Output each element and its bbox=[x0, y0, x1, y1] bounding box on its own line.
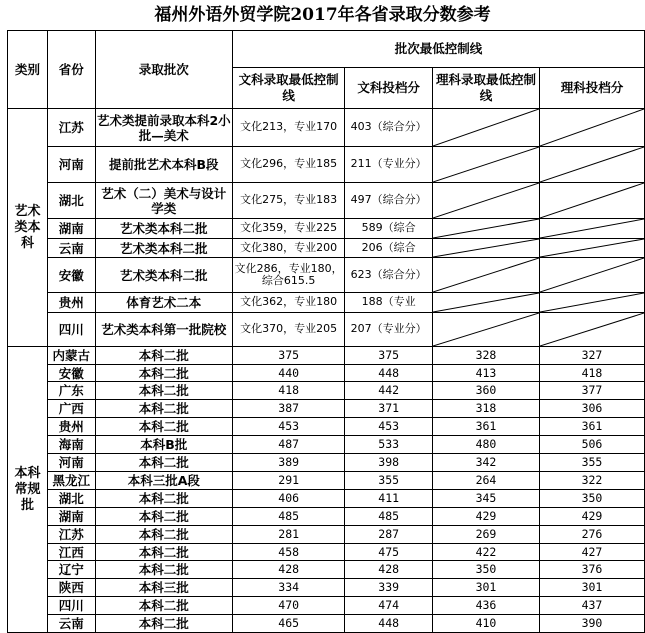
wen-min-cell: 387 bbox=[232, 400, 344, 418]
li-file-cell: 376 bbox=[539, 561, 644, 579]
province-cell: 河南 bbox=[47, 147, 95, 183]
wen-file-cell: 339 bbox=[345, 579, 433, 597]
table-row bbox=[8, 454, 645, 472]
wen-file-cell: 475 bbox=[345, 544, 433, 561]
batch-cell: 本科二批 bbox=[95, 382, 232, 400]
wen-file-cell: 589（综合 bbox=[345, 219, 433, 239]
diagonal-empty-cell bbox=[539, 109, 644, 147]
diagonal-empty-cell bbox=[432, 109, 539, 147]
table-row bbox=[8, 490, 645, 508]
wen-file-cell: 623（综合分） bbox=[345, 258, 433, 293]
batch-cell: 本科三批A段 bbox=[95, 472, 232, 490]
li-min-cell: 350 bbox=[432, 561, 539, 579]
province-cell: 湖北 bbox=[47, 183, 95, 219]
batch-cell: 艺术类本科二批 bbox=[95, 219, 232, 239]
table-row bbox=[8, 258, 645, 293]
wen-min-cell: 485 bbox=[232, 508, 344, 526]
wen-file-cell: 375 bbox=[345, 347, 433, 365]
batch-cell: 艺术类本科第一批院校 bbox=[95, 313, 232, 347]
province-cell: 河南 bbox=[47, 454, 95, 472]
province-cell: 湖南 bbox=[47, 219, 95, 239]
table-row bbox=[8, 400, 645, 418]
diagonal-line bbox=[540, 183, 644, 218]
header-li-file: 理科投档分 bbox=[539, 68, 644, 109]
wen-file-cell: 485 bbox=[345, 508, 433, 526]
li-file-cell: 377 bbox=[539, 382, 644, 400]
li-min-cell: 360 bbox=[432, 382, 539, 400]
wen-min-cell: 文化370，专业205 bbox=[232, 313, 344, 347]
diagonal-empty-cell bbox=[432, 219, 539, 239]
page-title: 福州外语外贸学院2017年各省录取分数参考 bbox=[154, 5, 491, 25]
batch-cell: 本科二批 bbox=[95, 418, 232, 436]
li-file-cell: 418 bbox=[539, 365, 644, 382]
wen-file-cell: 442 bbox=[345, 382, 433, 400]
table-row bbox=[8, 313, 645, 347]
wen-min-cell: 389 bbox=[232, 454, 344, 472]
diagonal-empty-cell bbox=[539, 293, 644, 313]
province-cell: 四川 bbox=[47, 597, 95, 615]
wen-min-cell: 487 bbox=[232, 436, 344, 454]
province-cell: 陕西 bbox=[47, 579, 95, 597]
wen-file-cell: 188（专业 bbox=[345, 293, 433, 313]
category-cell-regular: 本科常规批 bbox=[8, 347, 48, 633]
li-file-cell: 437 bbox=[539, 597, 644, 615]
li-min-cell: 436 bbox=[432, 597, 539, 615]
diagonal-empty-cell bbox=[432, 239, 539, 258]
batch-cell: 本科二批 bbox=[95, 508, 232, 526]
diagonal-line bbox=[540, 313, 644, 346]
diagonal-line bbox=[433, 109, 539, 146]
table-row bbox=[8, 544, 645, 561]
table-row bbox=[8, 508, 645, 526]
province-cell: 贵州 bbox=[47, 418, 95, 436]
diagonal-empty-cell bbox=[539, 258, 644, 293]
batch-cell: 艺术类本科二批 bbox=[95, 239, 232, 258]
li-file-cell: 390 bbox=[539, 615, 644, 633]
batch-cell: 本科二批 bbox=[95, 347, 232, 365]
li-file-cell: 327 bbox=[539, 347, 644, 365]
table-row bbox=[8, 109, 645, 147]
batch-cell: 本科二批 bbox=[95, 400, 232, 418]
diagonal-line bbox=[540, 219, 644, 238]
province-cell: 四川 bbox=[47, 313, 95, 347]
wen-min-cell: 文化213，专业170 bbox=[232, 109, 344, 147]
wen-file-cell: 428 bbox=[345, 561, 433, 579]
li-file-cell: 322 bbox=[539, 472, 644, 490]
wen-file-cell: 355 bbox=[345, 472, 433, 490]
wen-file-cell: 287 bbox=[345, 526, 433, 544]
province-cell: 海南 bbox=[47, 436, 95, 454]
province-cell: 广东 bbox=[47, 382, 95, 400]
table-row bbox=[8, 561, 645, 579]
regular-section bbox=[8, 347, 645, 633]
li-file-cell: 506 bbox=[539, 436, 644, 454]
table-row bbox=[8, 147, 645, 183]
header-wen-min: 文科录取最低控制线 bbox=[232, 68, 344, 109]
li-min-cell: 410 bbox=[432, 615, 539, 633]
table-row bbox=[8, 436, 645, 454]
batch-cell: 艺术（二）美术与设计学类 bbox=[95, 183, 232, 219]
province-cell: 辽宁 bbox=[47, 561, 95, 579]
province-cell: 安徽 bbox=[47, 258, 95, 293]
wen-min-cell: 406 bbox=[232, 490, 344, 508]
wen-min-cell: 文化380，专业200 bbox=[232, 239, 344, 258]
wen-file-cell: 398 bbox=[345, 454, 433, 472]
header-category: 类别 bbox=[8, 31, 48, 109]
diagonal-line bbox=[540, 258, 644, 292]
table-row bbox=[8, 526, 645, 544]
wen-min-cell: 291 bbox=[232, 472, 344, 490]
li-min-cell: 318 bbox=[432, 400, 539, 418]
diagonal-empty-cell bbox=[539, 147, 644, 183]
province-cell: 安徽 bbox=[47, 365, 95, 382]
table-row bbox=[8, 239, 645, 258]
province-cell: 贵州 bbox=[47, 293, 95, 313]
table-row bbox=[8, 293, 645, 313]
wen-min-cell: 428 bbox=[232, 561, 344, 579]
diagonal-line bbox=[540, 239, 644, 257]
table-row bbox=[8, 579, 645, 597]
province-cell: 湖北 bbox=[47, 490, 95, 508]
diagonal-line bbox=[433, 183, 539, 218]
header-batch: 录取批次 bbox=[95, 31, 232, 109]
batch-cell: 体育艺术二本 bbox=[95, 293, 232, 313]
li-file-cell: 361 bbox=[539, 418, 644, 436]
province-cell: 江苏 bbox=[47, 526, 95, 544]
table-row bbox=[8, 472, 645, 490]
wen-min-cell: 465 bbox=[232, 615, 344, 633]
wen-min-cell: 281 bbox=[232, 526, 344, 544]
wen-min-cell: 440 bbox=[232, 365, 344, 382]
diagonal-empty-cell bbox=[539, 239, 644, 258]
wen-file-cell: 411 bbox=[345, 490, 433, 508]
batch-cell: 本科二批 bbox=[95, 544, 232, 561]
wen-file-cell: 403（综合分） bbox=[345, 109, 433, 147]
li-min-cell: 269 bbox=[432, 526, 539, 544]
li-file-cell: 306 bbox=[539, 400, 644, 418]
diagonal-line bbox=[540, 293, 644, 312]
li-file-cell: 427 bbox=[539, 544, 644, 561]
wen-min-cell: 470 bbox=[232, 597, 344, 615]
header-control-line-group: 批次最低控制线 bbox=[232, 31, 644, 68]
wen-file-cell: 207（专业分） bbox=[345, 313, 433, 347]
admission-score-table bbox=[7, 30, 645, 633]
wen-min-cell: 334 bbox=[232, 579, 344, 597]
table-row bbox=[8, 382, 645, 400]
li-file-cell: 355 bbox=[539, 454, 644, 472]
art-section bbox=[8, 109, 645, 347]
li-min-cell: 361 bbox=[432, 418, 539, 436]
batch-cell: 本科B批 bbox=[95, 436, 232, 454]
table-row bbox=[8, 183, 645, 219]
li-min-cell: 328 bbox=[432, 347, 539, 365]
diagonal-line bbox=[433, 258, 539, 292]
li-file-cell: 429 bbox=[539, 508, 644, 526]
table-row bbox=[8, 597, 645, 615]
table-row bbox=[8, 615, 645, 633]
li-file-cell: 301 bbox=[539, 579, 644, 597]
li-min-cell: 342 bbox=[432, 454, 539, 472]
batch-cell: 本科二批 bbox=[95, 615, 232, 633]
wen-file-cell: 371 bbox=[345, 400, 433, 418]
wen-min-cell: 文化275，专业183 bbox=[232, 183, 344, 219]
header-wen-file: 文科投档分 bbox=[345, 68, 433, 109]
diagonal-line bbox=[433, 147, 539, 182]
table-row bbox=[8, 418, 645, 436]
diagonal-empty-cell bbox=[432, 293, 539, 313]
batch-cell: 本科二批 bbox=[95, 454, 232, 472]
wen-file-cell: 533 bbox=[345, 436, 433, 454]
wen-file-cell: 211（专业分） bbox=[345, 147, 433, 183]
batch-cell: 本科二批 bbox=[95, 526, 232, 544]
diagonal-line bbox=[433, 313, 539, 346]
batch-cell: 本科二批 bbox=[95, 561, 232, 579]
batch-cell: 艺术类提前录取本科2小批—美术 bbox=[95, 109, 232, 147]
province-cell: 江苏 bbox=[47, 109, 95, 147]
li-min-cell: 264 bbox=[432, 472, 539, 490]
province-cell: 广西 bbox=[47, 400, 95, 418]
diagonal-empty-cell bbox=[539, 219, 644, 239]
diagonal-empty-cell bbox=[432, 183, 539, 219]
wen-file-cell: 206（综合 bbox=[345, 239, 433, 258]
province-cell: 内蒙古 bbox=[47, 347, 95, 365]
li-file-cell: 276 bbox=[539, 526, 644, 544]
wen-file-cell: 497（综合分） bbox=[345, 183, 433, 219]
diagonal-line bbox=[433, 293, 539, 312]
diagonal-empty-cell bbox=[432, 147, 539, 183]
diagonal-empty-cell bbox=[539, 313, 644, 347]
li-min-cell: 429 bbox=[432, 508, 539, 526]
li-file-cell: 350 bbox=[539, 490, 644, 508]
wen-file-cell: 453 bbox=[345, 418, 433, 436]
province-cell: 湖南 bbox=[47, 508, 95, 526]
wen-min-cell: 375 bbox=[232, 347, 344, 365]
wen-min-cell: 453 bbox=[232, 418, 344, 436]
wen-file-cell: 474 bbox=[345, 597, 433, 615]
diagonal-line bbox=[540, 109, 644, 146]
category-cell-art: 艺术类本科 bbox=[8, 109, 48, 347]
table-row bbox=[8, 347, 645, 365]
diagonal-empty-cell bbox=[432, 313, 539, 347]
province-cell: 云南 bbox=[47, 239, 95, 258]
wen-min-cell: 458 bbox=[232, 544, 344, 561]
wen-min-cell: 418 bbox=[232, 382, 344, 400]
table-row bbox=[8, 365, 645, 382]
table-row bbox=[8, 219, 645, 239]
province-cell: 黑龙江 bbox=[47, 472, 95, 490]
batch-cell: 本科二批 bbox=[95, 597, 232, 615]
batch-cell: 本科二批 bbox=[95, 490, 232, 508]
li-min-cell: 345 bbox=[432, 490, 539, 508]
header-province: 省份 bbox=[47, 31, 95, 109]
diagonal-empty-cell bbox=[539, 183, 644, 219]
li-min-cell: 422 bbox=[432, 544, 539, 561]
batch-cell: 本科三批 bbox=[95, 579, 232, 597]
wen-min-cell: 文化296，专业185 bbox=[232, 147, 344, 183]
batch-cell: 艺术类本科二批 bbox=[95, 258, 232, 293]
province-cell: 江西 bbox=[47, 544, 95, 561]
li-min-cell: 480 bbox=[432, 436, 539, 454]
wen-min-cell: 文化359，专业225 bbox=[232, 219, 344, 239]
diagonal-empty-cell bbox=[432, 258, 539, 293]
diagonal-line bbox=[540, 147, 644, 182]
wen-file-cell: 448 bbox=[345, 615, 433, 633]
wen-min-cell: 文化286，专业180，综合615.5 bbox=[232, 258, 344, 293]
province-cell: 云南 bbox=[47, 615, 95, 633]
wen-file-cell: 448 bbox=[345, 365, 433, 382]
header-li-min: 理科录取最低控制线 bbox=[432, 68, 539, 109]
diagonal-line bbox=[433, 239, 539, 257]
li-min-cell: 301 bbox=[432, 579, 539, 597]
li-min-cell: 413 bbox=[432, 365, 539, 382]
batch-cell: 提前批艺术本科B段 bbox=[95, 147, 232, 183]
wen-min-cell: 文化362，专业180 bbox=[232, 293, 344, 313]
diagonal-line bbox=[433, 219, 539, 238]
batch-cell: 本科二批 bbox=[95, 365, 232, 382]
